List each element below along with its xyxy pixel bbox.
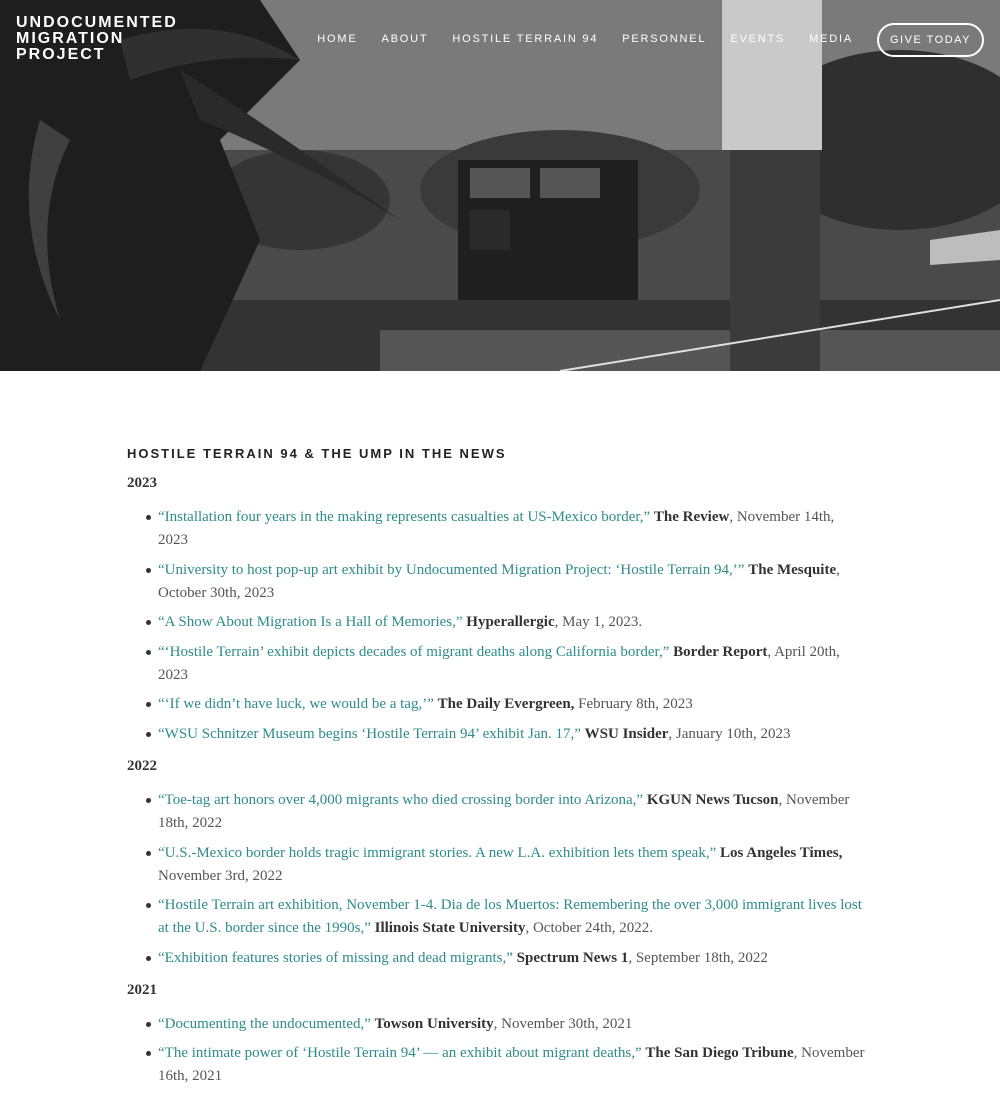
news-section [127,446,867,1100]
article-link[interactable]: “A Show About Migration Is a Hall of Memories,” [158,614,463,631]
article-date: , November 18th, 2022 [158,791,850,831]
article-link[interactable]: “University to host pop-up art exhibit by Undocumented Migration Project: ‘Hostile Terrain 94,’” [158,561,745,578]
news-item [127,723,867,746]
year-heading: 2022 [127,757,157,774]
nav-events[interactable]: EVENTS [730,33,786,45]
news-item [127,894,867,940]
main-nav [293,33,853,45]
news-item [127,559,867,605]
nav-hostile-terrain-94[interactable]: HOSTILE TERRAIN 94 [452,33,599,45]
section-title: HOSTILE TERRAIN 94 & THE UMP IN THE NEWS [127,446,507,461]
article-date: , January 10th, 2023 [668,725,791,742]
outlet-name: The Daily Evergreen, [437,696,575,713]
logo-line-2: MIGRATION [16,30,125,47]
article-date: , April 20th, 2023 [158,643,840,683]
outlet-name: Spectrum News 1 [516,949,629,966]
news-item [127,1013,867,1036]
nav-media[interactable]: MEDIA [809,33,853,45]
article-date: , October 30th, 2023 [158,561,840,601]
news-item [127,506,867,552]
news-list [127,1013,867,1089]
outlet-name: The Review [653,509,730,525]
article-date: , September 18th, 2022 [628,949,768,966]
article-link[interactable]: “‘Hostile Terrain’ exhibit depicts decades of migrant deaths along California border,” [158,643,670,660]
outlet-name: The San Diego Tribune [645,1045,794,1062]
article-date: , November 16th, 2021 [158,1045,865,1085]
news-item [127,1042,867,1088]
article-link[interactable]: “WSU Schnitzer Museum begins ‘Hostile Terrain 94’ exhibit Jan. 17,” [158,725,581,742]
news-item [127,947,867,970]
news-list [127,789,867,970]
news-list [127,506,867,746]
give-today-button[interactable]: GIVE TODAY [877,23,984,57]
site-logo[interactable] [16,15,216,63]
outlet-name: Hyperallergic [466,614,555,631]
article-date: , October 24th, 2022. [525,920,653,937]
article-link[interactable]: “U.S.-Mexico border holds tragic immigrant stories. A new L.A. exhibition lets them speak,” [158,844,717,861]
outlet-name: Los Angeles Times, [719,844,843,861]
article-date: , November 30th, 2021 [493,1015,633,1032]
article-link[interactable]: “‘If we didn’t have luck, we would be a tag,’” [158,696,434,713]
article-link[interactable]: “Hostile Terrain art exhibition, November 1-4. Dia de los Muertos: Remembering the over 3,000 immigrant lives lost at the U.S. border since the 1990s,” [158,897,862,937]
nav-home[interactable]: HOME [317,33,358,45]
article-link[interactable]: “The intimate power of ‘Hostile Terrain 94’ — an exhibit about migrant deaths,” [158,1045,642,1062]
nav-personnel[interactable]: PERSONNEL [622,33,707,45]
outlet-name: Border Report [673,643,768,660]
outlet-name: The Mesquite [748,561,837,578]
news-item [127,693,867,716]
article-date: November 3rd, 2022 [158,867,283,884]
article-link[interactable]: “Documenting the undocumented,” [158,1015,371,1032]
article-link[interactable]: “Toe-tag art honors over 4,000 migrants who died crossing border into Arizona,” [158,791,644,808]
outlet-name: KGUN News Tucson [646,791,779,808]
article-date: February 8th, 2023 [574,696,693,713]
logo-line-3: PROJECT [16,46,106,63]
news-item [127,789,867,835]
outlet-name: Illinois State University [374,920,526,937]
years-list [127,475,867,1088]
hero-banner [0,0,1000,371]
year-heading: 2023 [127,475,157,491]
news-item [127,641,867,687]
outlet-name: Towson University [374,1015,494,1032]
nav-about[interactable]: ABOUT [381,33,429,45]
outlet-name: WSU Insider [584,725,669,742]
year-heading: 2021 [127,981,157,998]
article-date: , November 14th, 2023 [158,509,835,548]
article-link[interactable]: “Exhibition features stories of missing and dead migrants,” [158,949,513,966]
article-link[interactable]: “Installation four years in the making represents casualties at US-Mexico border,” [158,509,651,525]
article-date: , May 1, 2023. [554,614,643,631]
news-item [127,611,867,634]
news-item [127,842,867,888]
logo-line-1: UNDOCUMENTED [16,14,178,31]
